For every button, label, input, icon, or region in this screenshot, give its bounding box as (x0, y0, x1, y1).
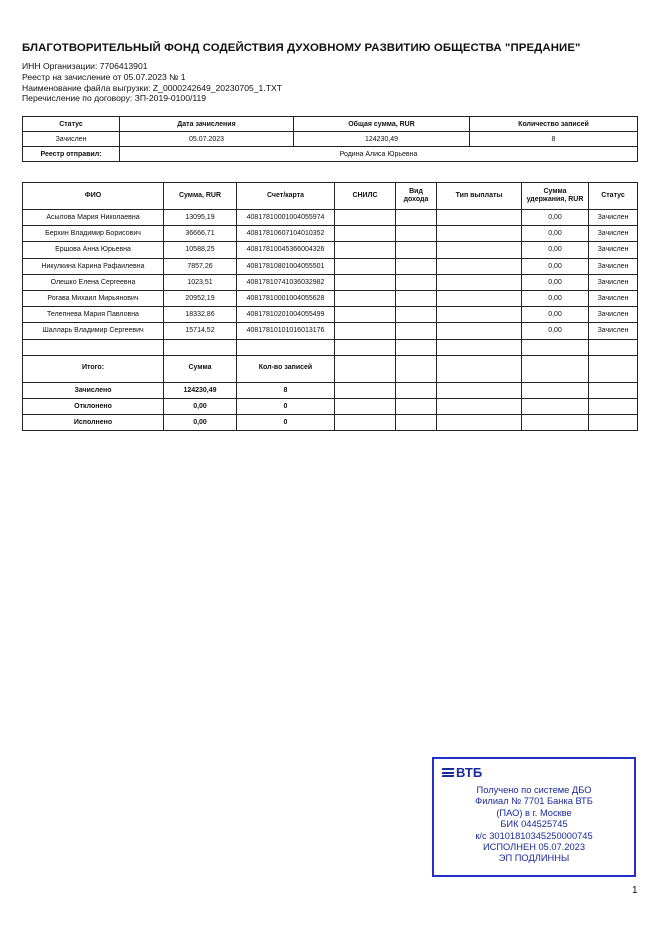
cell-income-type (396, 258, 437, 274)
summary-header-count: Количество записей (470, 117, 638, 132)
cell-fio: Никулкина Карина Рафаилевна (23, 258, 164, 274)
cell-withholding: 0,00 (522, 274, 589, 290)
cell-status: Зачислен (589, 226, 638, 242)
cell-snils (335, 274, 396, 290)
cell-amount: 10588,25 (164, 242, 237, 258)
meta-filename: Наименование файла выгрузки: Z_0000242649_20230705_1.TXT (22, 82, 282, 93)
cell-fio: Ершова Анна Юрьевна (23, 242, 164, 258)
table-row (23, 307, 638, 323)
document-meta (22, 61, 282, 104)
cell-income-type (396, 290, 437, 306)
totals-header-count: Кол-во записей (237, 355, 335, 382)
cell-payment-type (437, 274, 522, 290)
cell-payment-type (437, 307, 522, 323)
col-header-snils: СНИЛС (335, 183, 396, 210)
table-row (23, 323, 638, 339)
cell-withholding: 0,00 (522, 210, 589, 226)
cell-fio: Асылова Мария Николаевна (23, 210, 164, 226)
cell-fio: Телепнева Мария Павловна (23, 307, 164, 323)
cell-withholding: 0,00 (522, 242, 589, 258)
cell-income-type (396, 210, 437, 226)
stamp-line: к/с 30101810345250000745 (475, 830, 593, 841)
summary-count: 8 (470, 132, 638, 147)
totals-label: Исполнено (23, 415, 164, 431)
stamp-line: ИСПОЛНЕН 05.07.2023 (482, 842, 586, 853)
meta-inn: ИНН Организации: 7706413901 (22, 61, 148, 71)
totals-sum: 0,00 (164, 415, 237, 431)
cell-account: 40817810101016013176 (237, 323, 335, 339)
totals-count: 8 (237, 382, 335, 398)
table-row (23, 274, 638, 290)
cell-fio: Берхин Владимир Борисович (23, 226, 164, 242)
cell-snils (335, 307, 396, 323)
cell-account: 40817810741036032982 (237, 274, 335, 290)
table-row (23, 210, 638, 226)
summary-status: Зачислен (23, 132, 120, 147)
col-header-withholding: Сумма удержания, RUR (522, 183, 589, 210)
sender-label: Реестр отправил: (23, 147, 120, 162)
totals-label: Зачислено (23, 382, 164, 398)
cell-fio: Шалларь Владимир Сергеевич (23, 323, 164, 339)
cell-snils (335, 258, 396, 274)
totals-count: 0 (237, 398, 335, 414)
cell-amount: 1023,51 (164, 274, 237, 290)
cell-payment-type (437, 258, 522, 274)
cell-amount: 15714,52 (164, 323, 237, 339)
cell-withholding: 0,00 (522, 307, 589, 323)
meta-registry: Реестр на зачисление от 05.07.2023 № 1 (22, 71, 186, 82)
cell-amount: 13095,19 (164, 210, 237, 226)
cell-account: 40817810001004055628 (237, 290, 335, 306)
col-header-amount: Сумма, RUR (164, 183, 237, 210)
cell-account: 40817810201004055499 (237, 307, 335, 323)
cell-payment-type (437, 210, 522, 226)
page-number: 1 (632, 885, 638, 896)
table-row (23, 258, 638, 274)
cell-account: 40817810801004055501 (237, 258, 335, 274)
summary-header-date: Дата зачисления (120, 117, 294, 132)
vtb-logo-text: ВТБ (456, 765, 483, 780)
cell-amount: 20952,19 (164, 290, 237, 306)
stamp-line: (ПАО) в г. Москве (496, 807, 572, 818)
table-row (23, 226, 638, 242)
meta-contract: Перечисление по договору: ЗП-2019-0100/119 (22, 93, 207, 104)
document-title: БЛАГОТВОРИТЕЛЬНЫЙ ФОНД СОДЕЙСТВИЯ ДУХОВНОМУ РАЗВИТИЮ ОБЩЕСТВА "ПРЕДАНИЕ" (22, 42, 581, 54)
totals-count: 0 (237, 415, 335, 431)
stamp-line: ЭП ПОДЛИННЫ (498, 853, 570, 864)
cell-withholding: 0,00 (522, 290, 589, 306)
cell-status: Зачислен (589, 210, 638, 226)
cell-fio: Рогава Михаил Мирьянович (23, 290, 164, 306)
totals-row (23, 415, 638, 431)
cell-snils (335, 323, 396, 339)
cell-fio: Олешко Елена Сергеевна (23, 274, 164, 290)
stamp-line: Получено по системе ДБО (476, 785, 592, 795)
cell-snils (335, 290, 396, 306)
bank-stamp (432, 757, 636, 877)
cell-status: Зачислен (589, 258, 638, 274)
cell-income-type (396, 323, 437, 339)
stamp-text (434, 785, 634, 865)
totals-row (23, 382, 638, 398)
stamp-line: Филиал № 7701 Банка ВТБ (475, 796, 593, 807)
cell-payment-type (437, 226, 522, 242)
summary-header-status: Статус (23, 117, 120, 132)
col-header-status: Статус (589, 183, 638, 210)
cell-snils (335, 226, 396, 242)
col-header-fio: ФИО (23, 183, 164, 210)
cell-account: 40817810001004055974 (237, 210, 335, 226)
cell-income-type (396, 226, 437, 242)
stamp-line: БИК 044525745 (500, 819, 568, 830)
sender-value: Родина Алиса Юрьевна (120, 147, 638, 162)
cell-status: Зачислен (589, 242, 638, 258)
totals-sum: 124230,49 (164, 382, 237, 398)
summary-total: 124230,49 (294, 132, 470, 147)
summary-date: 05.07.2023 (120, 132, 294, 147)
cell-account: 40817810607104010352 (237, 226, 335, 242)
vtb-logo-icon (442, 767, 454, 779)
col-header-income-type: Вид дохода (396, 183, 437, 210)
totals-label: Отклонено (23, 398, 164, 414)
registry-table (22, 182, 638, 431)
table-row (23, 242, 638, 258)
cell-amount: 18332,86 (164, 307, 237, 323)
cell-amount: 36666,71 (164, 226, 237, 242)
totals-header-label: Итого: (23, 355, 164, 382)
cell-status: Зачислен (589, 323, 638, 339)
cell-income-type (396, 242, 437, 258)
cell-payment-type (437, 323, 522, 339)
summary-table (22, 116, 638, 162)
cell-account: 40817810045366004326 (237, 242, 335, 258)
cell-income-type (396, 307, 437, 323)
cell-withholding: 0,00 (522, 323, 589, 339)
cell-payment-type (437, 242, 522, 258)
cell-payment-type (437, 290, 522, 306)
cell-snils (335, 242, 396, 258)
cell-status: Зачислен (589, 307, 638, 323)
table-row (23, 339, 638, 355)
summary-header-total: Общая сумма, RUR (294, 117, 470, 132)
cell-withholding: 0,00 (522, 258, 589, 274)
totals-row (23, 398, 638, 414)
cell-withholding: 0,00 (522, 226, 589, 242)
totals-header-sum: Сумма (164, 355, 237, 382)
cell-status: Зачислен (589, 274, 638, 290)
vtb-logo (442, 765, 482, 780)
cell-amount: 7857,26 (164, 258, 237, 274)
cell-snils (335, 210, 396, 226)
cell-income-type (396, 274, 437, 290)
table-row (23, 290, 638, 306)
totals-sum: 0,00 (164, 398, 237, 414)
col-header-payment-type: Тип выплаты (437, 183, 522, 210)
cell-status: Зачислен (589, 290, 638, 306)
col-header-account: Счет/карта (237, 183, 335, 210)
